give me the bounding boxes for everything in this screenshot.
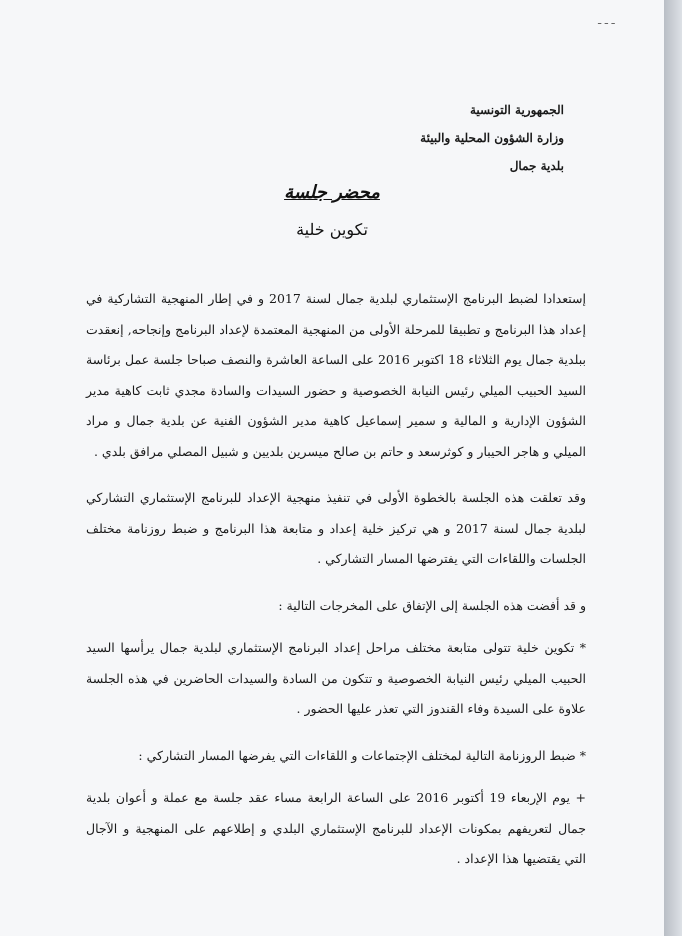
document-body bbox=[86, 284, 586, 891]
paragraph-schedule-item: + يوم الإربعاء 19 أكتوبر 2016 على الساعة الرابعة مساء عقد جلسة مع عملة و أعوان بلدية جمال لتعريفهم بمكونات الإعداد للبرنامج الإستثماري البلدي و إطلاعهم على المنهجية و الآجال التي يقتضيها هذا الإعداد . bbox=[86, 790, 586, 866]
paragraph-outcomes-intro: و قد أفضت هذه الجلسة إلى الإتفاق على المخرجات التالية : bbox=[278, 597, 586, 613]
paragraph-purpose: وقد تعلقت هذه الجلسة بالخطوة الأولى في تنفيذ منهجية الإعداد للبرنامج الإستثماري التشاركي لبلدية جمال لسنة 2017 و هي تركيز خلية إعداد و متابعة هذا البرنامج و ضبط روزنامة مختلف الجلسات واللقاءات التي يفترضها المسار التشاركي . bbox=[86, 490, 586, 566]
header-republic: الجمهورية التونسية bbox=[469, 103, 564, 117]
scanner-edge bbox=[664, 0, 682, 936]
header-municipality: بلدية جمال bbox=[509, 159, 564, 173]
paragraph-cell-formation: * تكوين خلية تتولى متابعة مختلف مراحل إعداد البرنامج الإستثماري لبلدية جمال يرأسها السيد الحبيب الميلي رئيس النيابة الخصوصية و تتكون من السادة والسيدات الحاضرين في هذه الجلسة علاوة على السيدة وفاء القندوز التي تعذر عليها الحضور . bbox=[86, 640, 586, 716]
corner-pen-mark: ـ ـ ـ bbox=[598, 14, 615, 27]
paragraph-intro: إستعدادا لضبط البرنامج الإستثماري لبلدية جمال لسنة 2017 و في إطار المنهجية التشاركية في إعداد هذا البرنامج و تطبيقا للمرحلة الأولى من المنهجية المعتمدة لإعداد البرنامج وإنجاحه, إنعقدت ببلدية جمال يوم الثلاثاء 18 اكتوبر 2016 على الساعة العاشرة والنصف صباحا جلسة عمل برئاسة السيد الحبيب الميلي رئيس النيابة الخصوصية و حضور السيدات والسادة مجدي ثابت كاهية مدير الشؤون الإدارية و المالية و سمير إسماعيل كاهية مدير الشؤون الفنية عن بلدية جمال و مراد الميلي و هاجر الحيبار و كوثرسعد و حاتم بن صالح ميسرين بلديين و شبيل المصلي مرافق بلدي . bbox=[86, 291, 586, 459]
paragraph-schedule-intro: * ضبط الروزنامة التالية لمختلف الإجتماعات و اللقاءات التي يفرضها المسار التشاركي : bbox=[138, 747, 586, 763]
document-subtitle: تكوين خلية bbox=[296, 220, 368, 239]
document-header bbox=[420, 96, 564, 180]
document-title: محضر جلسة bbox=[284, 182, 380, 203]
document-title-block bbox=[0, 178, 664, 242]
header-ministry: وزارة الشؤون المحلية والبيئة bbox=[420, 131, 564, 145]
